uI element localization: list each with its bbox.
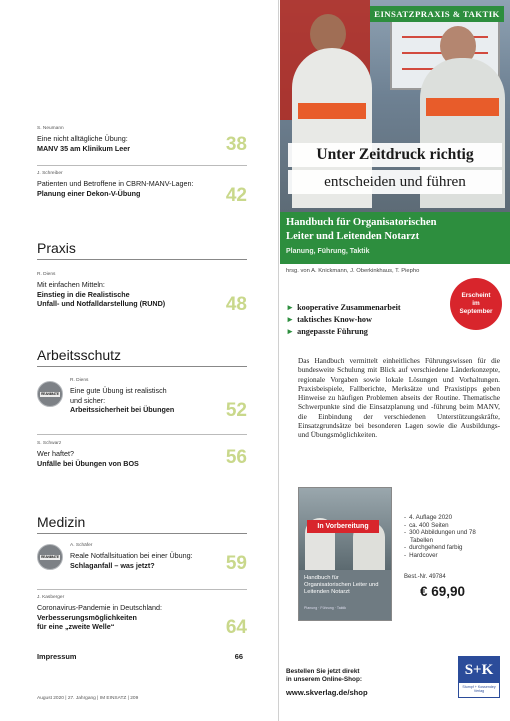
toc-entry[interactable] [70, 543, 247, 574]
ad-headline: Unter Zeitdruck richtig [288, 143, 502, 167]
divider [37, 165, 247, 166]
publisher-logo [458, 656, 500, 698]
article-title: Unfall- und Notfalldarstellung (RUND) [37, 299, 166, 309]
page-number: 38 [225, 134, 247, 155]
author: J. Schreiber [37, 171, 63, 176]
page-number: 42 [225, 185, 247, 206]
badge-label: REANIMATE [41, 554, 59, 559]
fact-item: - ca. 400 Seiten [404, 522, 476, 530]
triangle-bullet-icon: ► [286, 315, 295, 325]
order-number: Best.-Nr. 49784 [404, 574, 446, 580]
feature-list [286, 302, 401, 339]
feature-item: ► angepasste Führung [286, 327, 368, 337]
reanimate-badge-icon [37, 381, 63, 407]
author: S. Neumann [37, 126, 64, 131]
section-heading-praxis: Praxis [37, 240, 76, 256]
ad-description: Das Handbuch vermittelt einheitliches Führungswissen für die bundesweite Schulung mit Blick auf verschiedene Länderkonzepte, regionale Vorgaben sowie lokale Lösungen und Vorhaltungen. Praxisbeispiele, Fallberichte, Merksätze und Praxistipps geben Hinweise zu häufigen Problemen abseits der Routine. Thematische Schwerpunkte sind die Einsatzplanung und -führung beim MANV, die Einbindung der verschiedenen Unterstützungskräfte, Einsatzgrundsätze bei besonderen Lagen sowie die Ausbildungs- und Übungsmöglichkeiten. [298, 356, 500, 440]
page-number: 66 [234, 652, 243, 661]
article-title: für eine „zweite Welle“ [37, 622, 115, 632]
book-subtitle: Planung, Führung, Taktik [286, 248, 370, 255]
toc-entry-impressum[interactable] [37, 652, 247, 661]
page-footer: August 2020 | 27. Jahrgang | IM EINSATZ | 209 [37, 696, 139, 701]
section-divider [37, 533, 247, 534]
toc-entry[interactable] [70, 378, 247, 421]
toc-entry[interactable] [37, 171, 247, 206]
book-title-line: Leiter und Leitenden Notarzt [286, 231, 420, 242]
author: A. Schäfer [70, 543, 93, 548]
article-title: MANV 35 am Klinikum Leer [37, 143, 131, 153]
column-divider [278, 0, 279, 721]
toc-entry[interactable] [37, 126, 247, 153]
page-number: 52 [225, 400, 247, 421]
article-teaser: Coronavirus-Pandemie in Deutschland: [37, 603, 163, 612]
fact-item: Tabellen [410, 536, 434, 544]
article-teaser: Reale Notfallsituation bei einer Übung: [70, 551, 193, 560]
reanimate-badge-icon [37, 544, 63, 570]
fact-item: - 4. Auflage 2020 [404, 514, 476, 522]
editors: hrsg. von A. Knickmann, J. Oberkinkhaus, T. Piepho [286, 268, 420, 274]
toc-entry[interactable] [37, 272, 247, 315]
author: J. Kasberger [37, 595, 65, 600]
divider [37, 434, 247, 435]
article-title: Arbeitssicherheit bei Übungen [70, 405, 175, 415]
badge-label: REANIMATE [41, 391, 59, 396]
fact-item: - Hardcover [404, 552, 476, 560]
book-facts [404, 514, 476, 560]
author: S. Schwarz [37, 441, 62, 446]
article-teaser: und sicher: [70, 395, 106, 405]
price: € 69,90 [420, 584, 466, 599]
divider [37, 589, 247, 590]
order-callout: Bestellen Sie jetzt direkt in unserem Online-Shop: [286, 668, 362, 683]
triangle-bullet-icon: ► [286, 303, 295, 312]
article-teaser: Eine gute Übung ist realistisch [70, 386, 167, 395]
page-number: 56 [225, 447, 247, 468]
book-cover-subtitle: Planung · Führung · Taktik [304, 606, 347, 610]
ad-headline-2: entscheiden und führen [288, 170, 502, 194]
section-divider [37, 259, 247, 260]
section-heading-medizin: Medizin [37, 514, 86, 530]
fact-item: - 300 Abbildungen und 78 [404, 529, 476, 537]
feature-item: ► kooperative Zusammenarbeit [286, 303, 401, 312]
logo-mark: S+K [459, 657, 499, 683]
book-cover-title: Handbuch für Organisatorischen Leiter und Leitenden Notarzt [304, 575, 379, 595]
book-cover-image[interactable] [298, 487, 392, 621]
triangle-bullet-icon: ► [286, 327, 295, 337]
release-badge: Erscheint im September [450, 278, 502, 330]
page-number: 64 [225, 617, 247, 638]
toc-entry[interactable] [37, 595, 247, 638]
in-preparation-ribbon: In Vorbereitung [307, 520, 379, 533]
section-divider [37, 366, 247, 367]
title-band [280, 212, 510, 264]
fact-item: - durchgehend farbig [404, 544, 476, 552]
article-title: Schlaganfall – was jetzt? [70, 560, 155, 570]
author: R. Diens [70, 378, 89, 383]
page-number: 48 [225, 294, 247, 315]
book-advertisement [280, 0, 510, 721]
article-teaser: Mit einfachen Mitteln: [37, 280, 105, 289]
category-tag: EINSATZPRAXIS & TAKTIK [370, 6, 504, 22]
feature-item: ► taktisches Know-how [286, 315, 372, 325]
toc-entry[interactable] [37, 441, 247, 468]
shop-link[interactable]: www.skverlag.de/shop [286, 688, 368, 697]
article-teaser: Patienten und Betroffene in CBRN-MANV-Lagen: [37, 179, 194, 188]
article-teaser: Wer haftet? [37, 449, 75, 458]
author: R. Diens [37, 272, 56, 277]
page-number: 59 [225, 553, 247, 574]
article-title: Unfälle bei Übungen von BOS [37, 458, 139, 468]
article-title: Einstieg in die Realistische [37, 289, 130, 299]
book-title-line: Handbuch für Organisatorischen [286, 217, 437, 228]
logo-text: Stumpf + Kossendey Verlag [462, 685, 496, 694]
impressum-label: Impressum [37, 652, 77, 661]
article-teaser: Eine nicht alltägliche Übung: [37, 134, 128, 143]
article-title: Verbesserungsmöglichkeiten [37, 612, 137, 622]
article-title: Planung einer Dekon-V-Übung [37, 188, 141, 198]
section-heading-arbeitsschutz: Arbeitsschutz [37, 347, 122, 363]
